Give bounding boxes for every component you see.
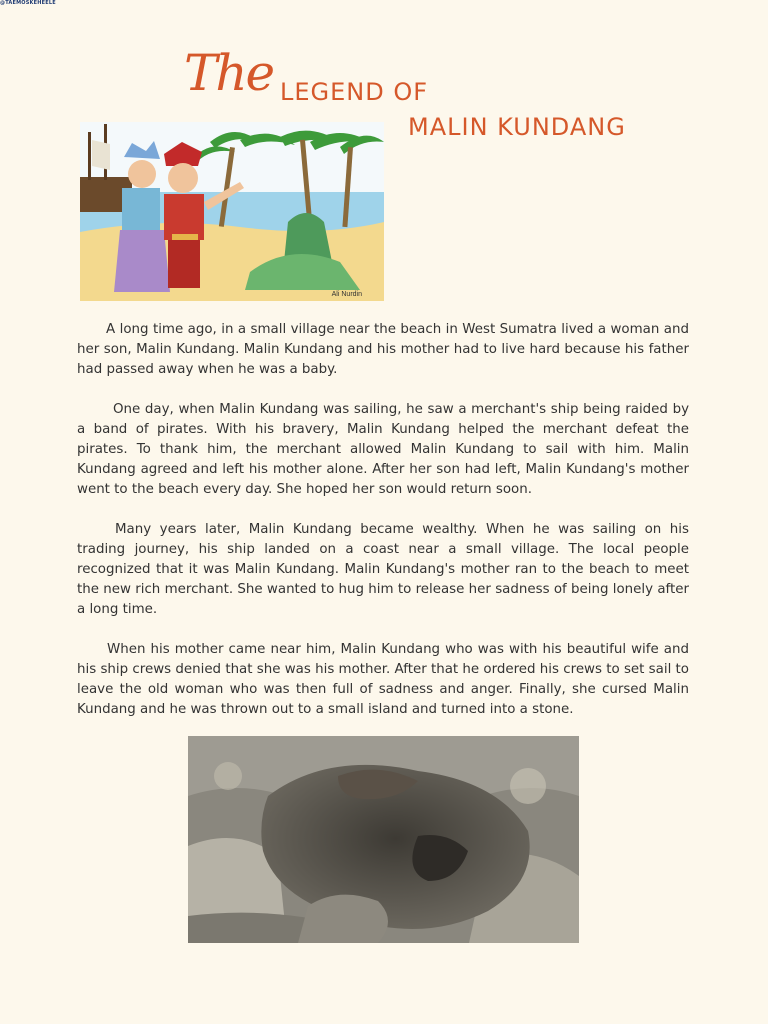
illustration-credit: Ali Nurdin — [331, 291, 362, 298]
title-legend-of: LEGEND OF — [280, 78, 429, 106]
title-malin-kundang: MALIN KUNDANG — [408, 113, 626, 141]
malin-kundang-stone-photo — [188, 736, 579, 943]
story-paragraph: A long time ago, in a small village near the beach in West Sumatra lived a woman and her son, Malin Kundang. Malin Kundang and his mother had to live hard because his father had passed away when he was a baby. — [77, 322, 689, 377]
watermark: @TAEMOSKEHEELE — [0, 0, 56, 6]
story-paragraph: Many years later, Malin Kundang became wealthy. When he was sailing on his trading journey, his ship landed on a coast near a small village. The local people recognized that it was Malin Kundang. Malin Kundang's mother ran to the beach to meet the new rich merchant. She wanted to hug him to release her sadness of being lonely after a long time. — [77, 522, 689, 617]
story-paragraph: When his mother came near him, Malin Kundang who was with his beautiful wife and his ship crews denied that she was his mother. After that he ordered his crews to set sail to leave the old woman who was then full of sadness and anger. Finally, she cursed Malin Kundang and he was thrown out to a small island and turned into a stone. — [77, 642, 689, 717]
story-body — [77, 320, 689, 740]
story-paragraph: One day, when Malin Kundang was sailing, he saw a merchant's ship being raided by a band of pirates. With his bravery, Malin Kundang helped the merchant defeat the pirates. To thank him, the merchant allowed Malin Kundang to sail with him. Malin Kundang agreed and left his mother alone. After her son had left, Malin Kundang's mother went to the beach every day. She hoped her son would return soon. — [77, 402, 689, 497]
title-script-the: The — [184, 44, 274, 102]
story-illustration — [80, 122, 384, 301]
